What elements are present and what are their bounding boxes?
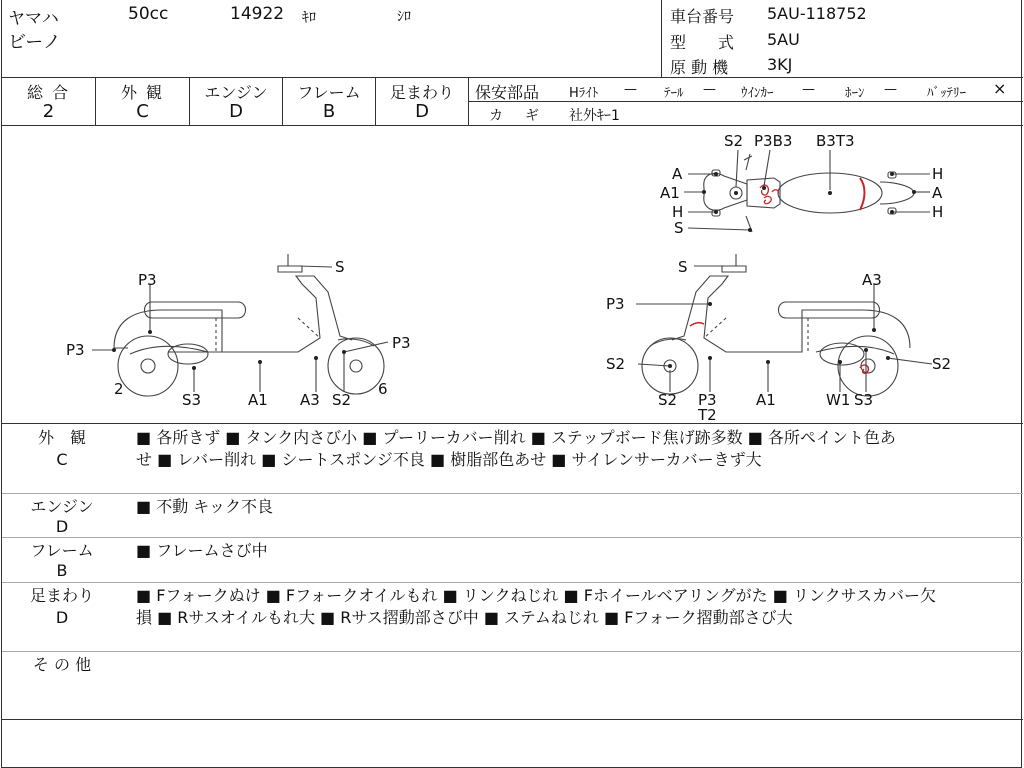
grade-value: D [229, 101, 243, 122]
safety-item-mark: — [703, 82, 716, 97]
top-label-a1: A1 [660, 184, 680, 202]
grade-frame [283, 78, 376, 126]
grade-value: 2 [42, 101, 55, 122]
safety-title: 保安部品 [475, 83, 540, 102]
left-label-a3: A3 [300, 391, 320, 409]
mileage: 14922 [230, 4, 285, 24]
section-grade: C [56, 450, 68, 469]
section-line: せ ■ レバー削れ ■ シートスポンジ不良 ■ 樹脂部色あせ ■ サイレンサーカバーきず大 [136, 450, 762, 469]
right-label-t2: T2 [698, 406, 717, 424]
section-line: 損 ■ Rサスオイルもれ大 ■ Rサス摺動部さび中 ■ ステムねじれ ■ Fフォーク摺動部さび大 [136, 608, 793, 627]
vehicle-basic-info [2, 0, 662, 78]
safety-item-mark: — [802, 82, 815, 97]
model-code-label: 型 式 [670, 33, 735, 52]
model-code: 5AU [767, 30, 800, 49]
engine-code: 3KJ [767, 55, 793, 74]
right-label-p3: P3 [698, 391, 717, 409]
grade-label: 外 観 [120, 83, 165, 102]
right-label-s2: S2 [606, 355, 626, 373]
grade-value: B [322, 101, 336, 122]
safety-item-name: ﾃｰﾙ [664, 86, 684, 101]
safety-item-name: ﾎｰﾝ [845, 86, 865, 101]
safety-item-mark: — [624, 82, 637, 97]
right-label-s2: S2 [932, 355, 952, 373]
vehicle-color: ｼﾛ [397, 9, 411, 25]
diagram-labels [66, 132, 951, 424]
maker: ヤマハ [8, 9, 59, 29]
section-label: 足まわり [29, 586, 94, 605]
grade-suspension [376, 78, 469, 126]
section-grade: D [55, 517, 69, 536]
left-label-p3: P3 [138, 271, 157, 289]
right-label-s2: S2 [658, 391, 678, 409]
scooter-top-view [684, 150, 930, 232]
section-suspension [2, 583, 1023, 652]
inspection-sheet [1, 0, 1022, 768]
frame-no-label: 車台番号 [670, 7, 735, 26]
left-label-a1: A1 [248, 391, 268, 409]
right-label-s3: S3 [854, 391, 874, 409]
right-label-a1: A1 [756, 391, 776, 409]
left-label-s: S [335, 258, 345, 276]
top-label-a: A [932, 184, 943, 202]
frame-no: 5AU-118752 [767, 4, 867, 23]
mileage-unit: ｷﾛ [302, 10, 316, 26]
grade-label: 足まわり [389, 83, 454, 102]
engine-label: 原 動 機 [670, 58, 729, 77]
left-label-6: 6 [378, 380, 388, 398]
left-label-s2: S2 [332, 391, 352, 409]
safety-parts [469, 78, 1023, 126]
safety-item-mark: × [993, 79, 1007, 98]
left-label-2: 2 [114, 380, 124, 398]
section-frame [2, 538, 1023, 583]
safety-item-name: ｳｲﾝｶｰ [741, 86, 774, 101]
section-label: 外 観 [37, 428, 86, 447]
damage-diagram [2, 126, 1023, 424]
grade-label: フレーム [297, 83, 361, 102]
section-line: ■ フレームさび中 [136, 541, 268, 560]
grade-exterior [96, 78, 190, 126]
key-label: カ ギ [489, 108, 543, 124]
right-label-a3: A3 [862, 271, 882, 289]
top-label-p3b3: P3B3 [754, 132, 793, 150]
left-label-p3: P3 [66, 341, 85, 359]
model-name: ビーノ [8, 32, 61, 53]
vehicle-header [2, 0, 1023, 78]
grade-engine [190, 78, 283, 126]
top-label-h: H [932, 203, 944, 221]
grade-label: 総 合 [26, 83, 71, 102]
section-label: フレーム [30, 541, 94, 560]
section-grade: B [56, 561, 68, 580]
safety-item-name: Hﾗｲﾄ [569, 86, 599, 101]
top-label-h: H [932, 165, 944, 183]
left-label-p3: P3 [392, 334, 411, 352]
grade-label: エンジン [204, 83, 268, 102]
top-label-s2: S2 [724, 132, 744, 150]
section-line: ■ 各所きず ■ タンク内さび小 ■ プーリーカバー削れ ■ ステップボード焦げ跡多数 ■ 各所ペイント色あ [136, 428, 896, 447]
scooter-diagram [2, 126, 1023, 424]
section-engine [2, 494, 1023, 538]
grade-value: D [415, 101, 429, 122]
left-label-s3: S3 [182, 391, 202, 409]
section-label: エンジン [30, 497, 94, 516]
key-value: 社外ｷｰ1 [569, 108, 620, 124]
section-line: ■ 不動 キック不良 [136, 497, 273, 516]
displacement: 50cc [128, 4, 169, 24]
right-label-s: S [678, 258, 688, 276]
section-other [2, 652, 1023, 720]
right-label-w1: W1 [826, 391, 851, 409]
safety-item-mark: — [884, 82, 897, 97]
safety-divider [469, 101, 1023, 102]
section-exterior [2, 424, 1023, 494]
grade-overall [2, 78, 96, 126]
top-label-h: H [672, 203, 684, 221]
grade-row [2, 78, 1023, 126]
top-label-a: A [672, 165, 683, 183]
grade-value: C [136, 101, 149, 122]
safety-item-name: ﾊﾞｯﾃﾘｰ [927, 86, 966, 101]
section-grade: D [55, 608, 69, 627]
section-label: そ の 他 [32, 655, 92, 674]
top-label-s: S [674, 219, 684, 237]
section-line: ■ Fフォークぬけ ■ Fフォークオイルもれ ■ リンクねじれ ■ Fホイールベアリングがた ■ リンクサスカバー欠 [136, 586, 937, 605]
top-label-b3t3: B3T3 [816, 132, 855, 150]
right-label-p3: P3 [606, 295, 625, 313]
